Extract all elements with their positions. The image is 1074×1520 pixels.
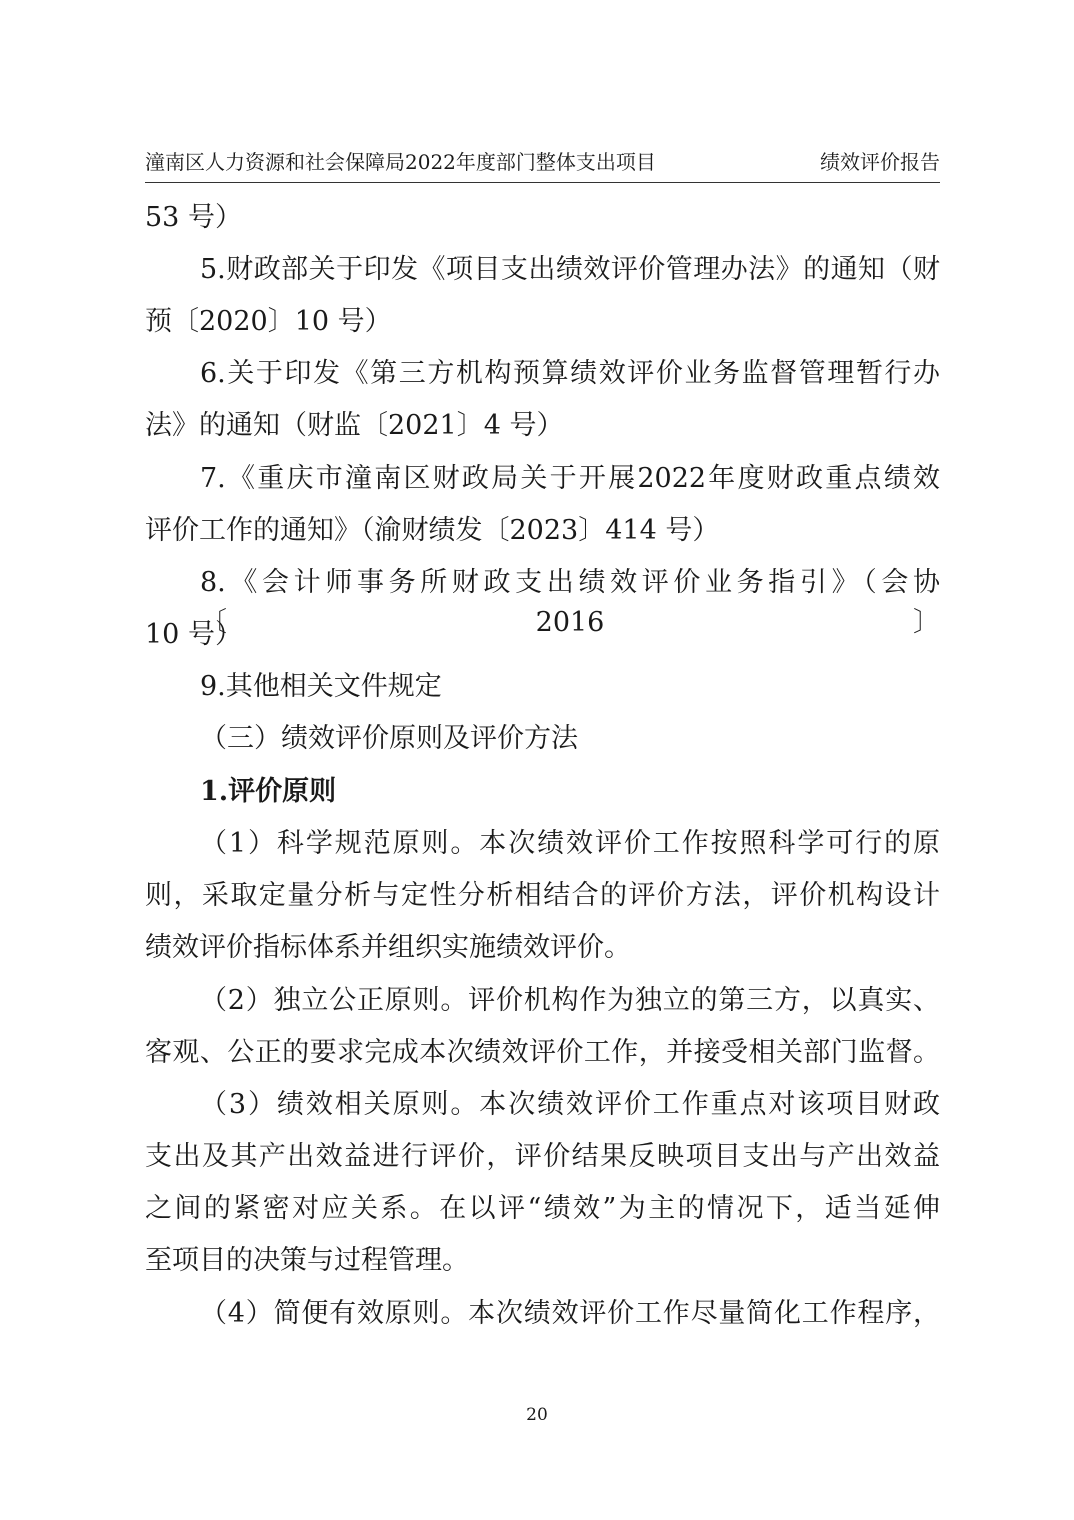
text-line: 53 号） — [145, 202, 242, 233]
text-line: 10 号） — [145, 619, 242, 650]
text-line: （3）绩效相关原则。本次绩效评价工作重点对该项目财政 — [200, 1089, 940, 1120]
text-line: 7.《重庆市潼南区财政局关于开展2022年度财政重点绩效 — [200, 463, 940, 494]
text-line: 客观、公正的要求完成本次绩效评价工作，并接受相关部门监督。 — [145, 1037, 940, 1068]
text-line: （4）简便有效原则。本次绩效评价工作尽量简化工作程序， — [200, 1298, 940, 1329]
text-line: 8.《会计师事务所财政支出绩效评价业务指引》（会协〔2016〕 — [200, 567, 940, 638]
section-heading: （三）绩效评价原则及评价方法 — [200, 723, 578, 754]
text-line: 5.财政部关于印发《项目支出绩效评价管理办法》的通知（财 — [200, 254, 940, 285]
text-line: （1）科学规范原则。本次绩效评价工作按照科学可行的原 — [200, 828, 940, 859]
header-title: 潼南区人力资源和社会保障局2022年度部门整体支出项目 — [145, 150, 656, 174]
text-line: 法》的通知（财监〔2021〕4 号） — [145, 410, 564, 441]
text-line: 评价工作的通知》（渝财绩发〔2023〕414 号） — [145, 515, 720, 546]
text-line: 预〔2020〕10 号） — [145, 306, 392, 337]
text-line: 支出及其产出效益进行评价，评价结果反映项目支出与产出效益 — [145, 1141, 940, 1172]
text-line: （2）独立公正原则。评价机构作为独立的第三方，以真实、 — [200, 985, 940, 1016]
text-line: 9.其他相关文件规定 — [200, 671, 442, 702]
header-report-type: 绩效评价报告 — [820, 150, 940, 174]
page-number: 20 — [526, 1405, 548, 1425]
subsection-heading: 1.评价原则 — [200, 776, 337, 807]
text-line: 之间的紧密对应关系。在以评“绩效”为主的情况下，适当延伸 — [145, 1193, 940, 1224]
text-line: 则，采取定量分析与定性分析相结合的评价方法，评价机构设计 — [145, 880, 940, 911]
text-line: 6.关于印发《第三方机构预算绩效评价业务监督管理暂行办 — [200, 358, 940, 389]
running-header — [145, 148, 940, 183]
text-line: 绩效评价指标体系并组织实施绩效评价。 — [145, 932, 631, 963]
text-line: 至项目的决策与过程管理。 — [145, 1245, 469, 1276]
